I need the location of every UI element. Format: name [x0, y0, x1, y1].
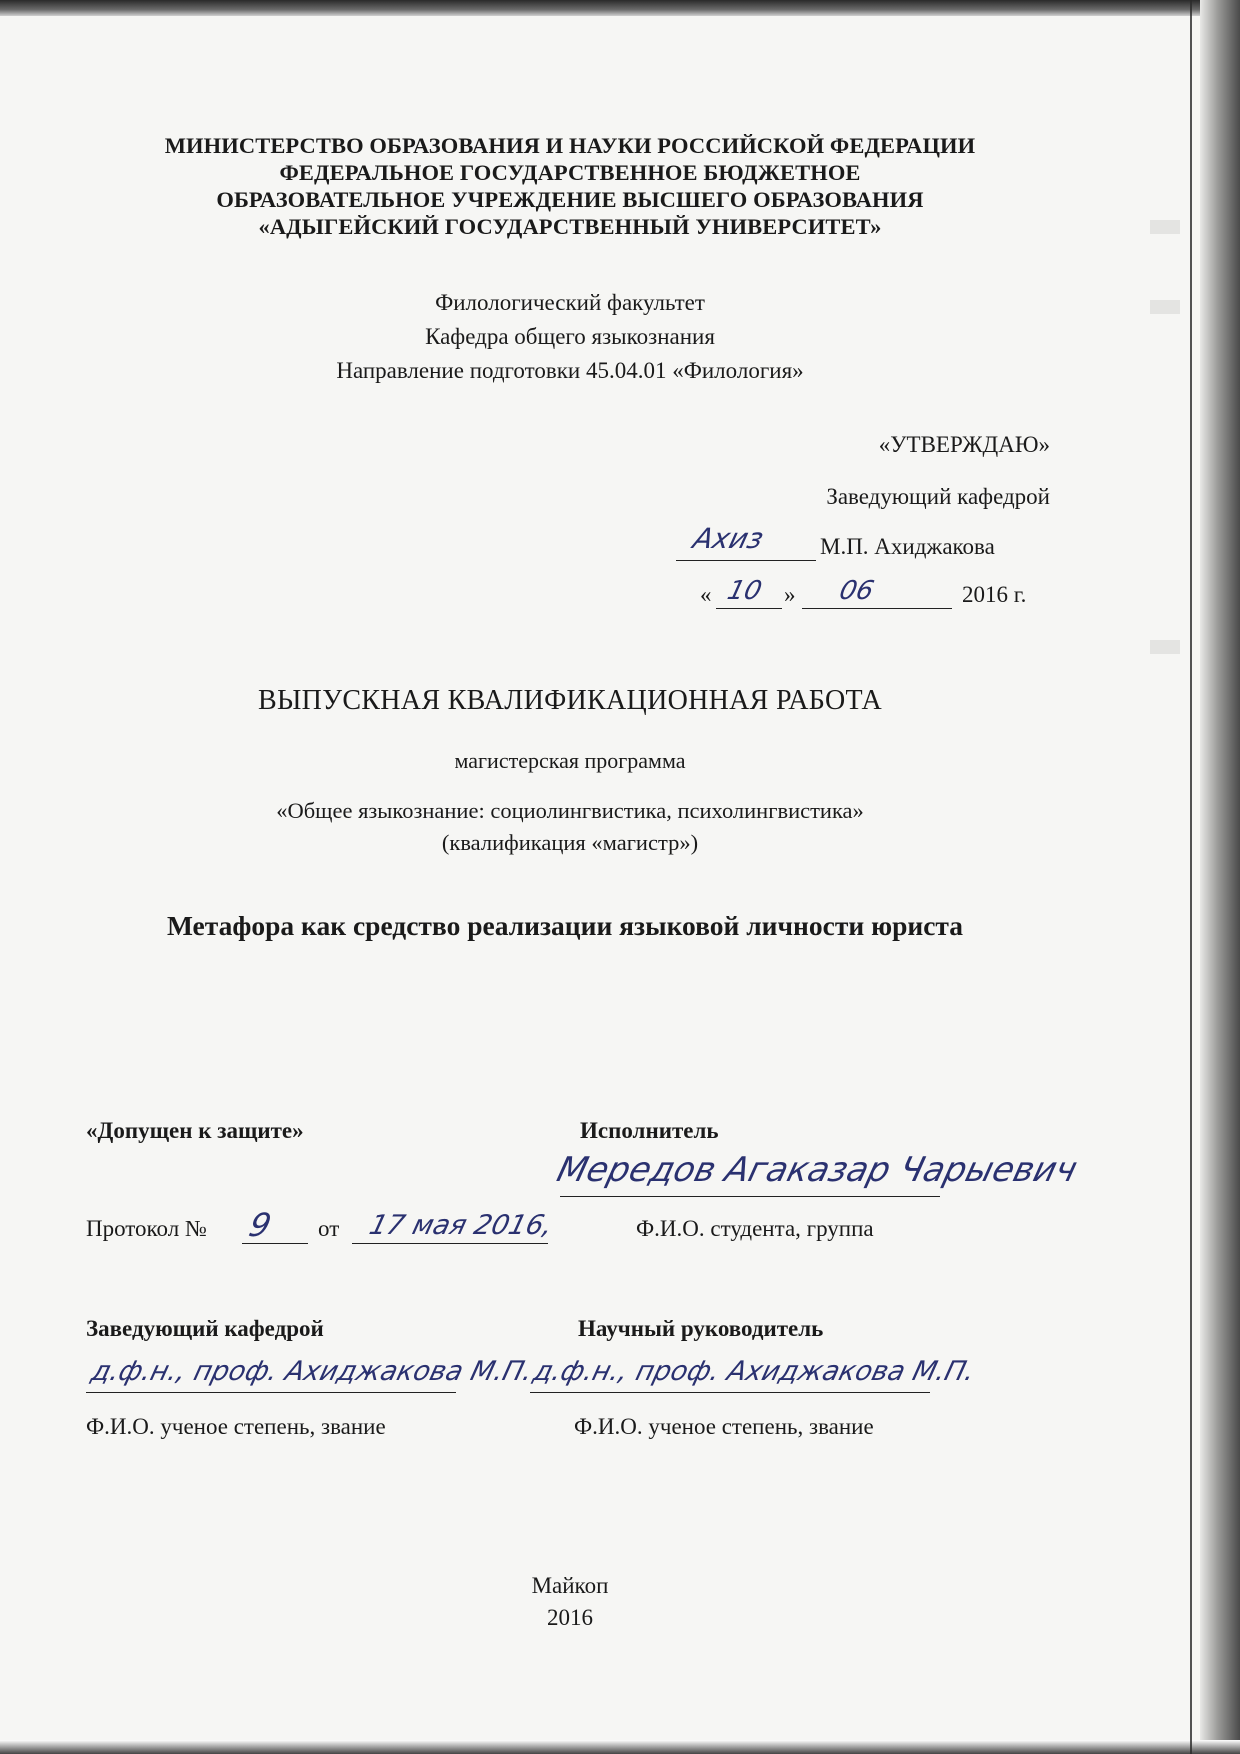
approval-role: Заведующий кафедрой — [826, 484, 1050, 509]
protocol-from-label: от — [318, 1216, 340, 1241]
protocol-date-underline — [352, 1243, 548, 1244]
approval-date-close-quote: » — [784, 582, 796, 607]
faculty-block — [0, 286, 1140, 388]
executor-label: Исполнитель — [580, 1118, 719, 1143]
program-name: «Общее языкознание: социолингвистика, психолингвистика» — [276, 798, 864, 823]
binding-line — [1190, 0, 1192, 1754]
scientific-advisor-label: Научный руководитель — [578, 1316, 824, 1341]
ministry-line-3: ОБРАЗОВАТЕЛЬНОЕ УЧРЕЖДЕНИЕ ВЫСШЕГО ОБРАЗОВАНИЯ — [216, 187, 924, 212]
student-caption: Ф.И.О. студента, группа — [636, 1216, 874, 1241]
executor-signature: Мередов Агаказар Чарыевич — [553, 1150, 1082, 1190]
head-caption: Ф.И.О. ученое степень, звание — [86, 1414, 386, 1439]
program-block — [0, 795, 1140, 859]
executor-signature-underline — [560, 1196, 940, 1197]
protocol-number: 9 — [245, 1206, 276, 1244]
approval-signature-underline — [676, 560, 816, 561]
advisor-signature: д.ф.н., проф. Ахиджакова М.П. — [530, 1356, 978, 1387]
head-signature-underline — [86, 1392, 456, 1393]
advisor-signature-underline — [530, 1392, 930, 1393]
faculty-name: Филологический факультет — [435, 290, 705, 315]
head-of-department-label: Заведующий кафедрой — [86, 1316, 324, 1341]
thesis-topic: Метафора как средство реализации языковой личности юриста — [166, 910, 964, 941]
ministry-line-1: МИНИСТЕРСТВО ОБРАЗОВАНИЯ И НАУКИ РОССИЙСКОЙ ФЕДЕРАЦИИ — [164, 133, 976, 158]
bleed-through-mark — [1150, 220, 1180, 234]
department-name: Кафедра общего языкознания — [425, 324, 715, 349]
approval-year: 2016 г. — [962, 582, 1027, 607]
approval-name: М.П. Ахиджакова — [820, 534, 995, 559]
scan-edge-right — [1200, 0, 1240, 1754]
qualification: (квалификация «магистр») — [441, 830, 699, 855]
head-signature: д.ф.н., проф. Ахиджакова М.П. — [88, 1356, 536, 1387]
ministry-line-2: ФЕДЕРАЛЬНОЕ ГОСУДАРСТВЕННОЕ БЮДЖЕТНОЕ — [279, 160, 861, 185]
scan-edge-top — [0, 0, 1240, 16]
approval-heading: «УТВЕРЖДАЮ» — [878, 432, 1050, 457]
approval-signature: Ахиз — [689, 522, 767, 555]
footer-year: 2016 — [547, 1605, 593, 1630]
approval-day: 10 — [724, 576, 765, 606]
advisor-caption: Ф.И.О. ученое степень, звание — [574, 1414, 874, 1439]
protocol-date: 17 мая 2016, — [366, 1210, 556, 1241]
admitted-label: «Допущен к защите» — [86, 1118, 304, 1143]
work-type-title: ВЫПУСКНАЯ КВАЛИФИКАЦИОННАЯ РАБОТА — [257, 685, 882, 716]
footer — [0, 1570, 1140, 1634]
bleed-through-mark — [1150, 300, 1180, 314]
ministry-header — [0, 132, 1140, 240]
protocol-label: Протокол № — [86, 1216, 207, 1241]
bleed-through-mark — [1150, 640, 1180, 654]
footer-city: Майкоп — [531, 1573, 609, 1598]
program-label: магистерская программа — [454, 748, 686, 773]
scan-edge-bottom — [0, 1740, 1240, 1754]
study-direction: Направление подготовки 45.04.01 «Филология» — [336, 358, 804, 383]
ministry-line-4: «АДЫГЕЙСКИЙ ГОСУДАРСТВЕННЫЙ УНИВЕРСИТЕТ» — [258, 214, 882, 239]
approval-date-open-quote: « — [700, 582, 712, 607]
approval-day-underline — [716, 608, 782, 609]
approval-month-underline — [802, 608, 952, 609]
approval-month: 06 — [836, 576, 877, 606]
